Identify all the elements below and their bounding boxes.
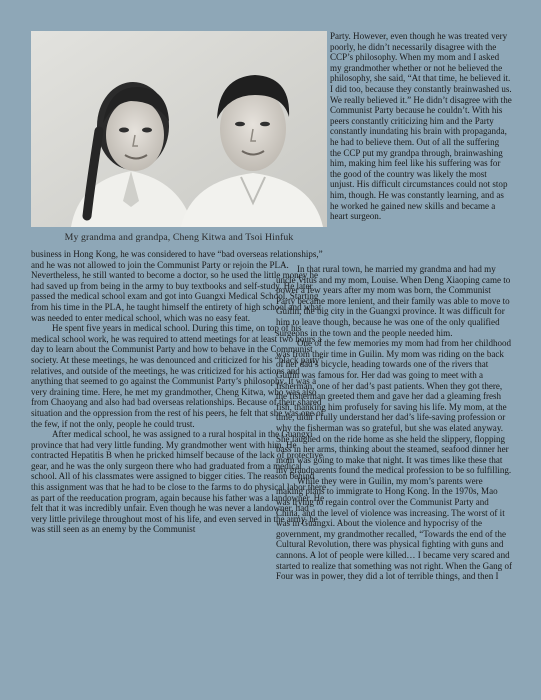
photo-caption: My grandma and grandpa, Cheng Kitwa and Tsoi Hinfuk (64, 232, 294, 243)
right-paragraph: While they were in Guilin, my mom’s parents were making plans to immigrate to Hong Kong. In the 1970s, Mao was trying to regain control over the Communist Party and China, and the level of violence was increasing. The worst of it was in Guangxi. About the violence and hypocrisy of the government, my grandmother recalled, “Towards the end of the Cultural Revolution, there was physical fighting with guns and cannons. A lot of people were killed… I became very scared and started to realize that something was not right. When the Gang of Four was in power, they did a lot of terrible things, and then I (276, 475, 512, 582)
left-paragraph: After medical school, he was assigned to a rural hospital in the Guangxi province that had very little funding. My grandmother went with him. He contracted Hepatitis B when he pricked himself because of the lack of protective gear, and he was the only surgeon there who had graduated from a medical school. All of his classmates were assigned to bigger cities. The reason behind this assignment was that he had to be close to the farms to do physical labor there as part of the reeducation program, again because his father was a landowner. He felt that it was incredibly unfair. Even though he was never a landowner, had very little privilege throughout most of his life, and even served in the army, he was still seen as an enemy by the Communist (31, 429, 326, 535)
left-paragraph: business in Hong Kong, he was considered to have “bad overseas relationships,” and he was not allowed to join the Communist Party or rejoin the PLA. Nevertheless, he still wanted to become a doctor, so he used the little money he had saved up from being in the army to buy textbooks and self-study. He later passed the medical school exam and got into Guangxi Medical School. Starting from his time in the PLA, he taught himself the entirety of high school and what was needed to enter medical school, which was no easy feat. (31, 249, 323, 323)
right-column-bottom (276, 264, 512, 582)
right-column-top (330, 31, 512, 222)
right-top-paragraph: Party. However, even though he was treated very poorly, he didn’t necessarily disagree with the CCP’s philosophy. When my mom and I asked my grandmother whether or not he believed the philosophy, she said, “At that time, he believed it. I did too, because they constantly brainwashed us. We really believed it.” He didn’t disagree with the Communist Party because he couldn’t. With his peers constantly criticizing him and the Party constantly inundating his brain with propaganda, he had to believe them. Out of all the suffering the CCP put my grandpa through, brainwashing him, making him feel like his suffering was for the good of the country was likely the most unjust. His difficult circumstances could not stop him, though. He was constantly learning, and as he worked he gained new skills and became a heart surgeon. (330, 31, 512, 222)
right-paragraph: One of the few memories my mom had from her childhood was from their time in Guilin. My mom was riding on the back of her dad’s bicycle, heading towards one of the rivers that Guilin was famous for. Her dad was going to meet with a fisherman, one of her dad’s past patients. When they got there, the fisherman greeted them and gave her dad a gleaming fresh fish, thanking him profusely for saving his life. My mom, at the time, didn’t fully understand her dad’s life-saving profession or why the fisherman was so grateful, but she was elated anyway. She laughed on the ride home as she held the slippery, flopping bass in her arms, thinking about the steamed, seafood dinner her mom was going to make that night. It was times like these that my grandparents found the medical profession to be so fulfilling. (276, 338, 512, 476)
photo-image (31, 31, 327, 227)
left-paragraph: He spent five years in medical school. During this time, on top of his medical school work, he was required to attend meetings for at least two hours a day to learn about the Communist Party and how to behave in the Communist society. At these meetings, he was denounced and criticized for his “black party” relatives, and outside of the meetings, he was criticized for his actions and anything that seemed to go against the Communist Party’s philosophy. It was a very draining time. Here, he met my grandmother, Cheng Kitwa, who was also from Chaoyang and also had bad overseas relationships. Because of their shared situation and the oppression from the rest of his peers, he felt that she was one of the few, if not the only, people he could trust. (31, 323, 324, 429)
right-paragraph: In that rural town, he married my grandma and had my uncle Vitus and my mom, Louise. When Deng Xiaoping came to power a few years after my mom was born, the Communist Party became more lenient, and their family was able to move to Guilin, the big city in the Guangxi province. It was difficult for him to leave though, because he was one of the only qualified surgeons in the town and the people needed him. (276, 264, 511, 338)
grandparents-photo (31, 31, 327, 227)
